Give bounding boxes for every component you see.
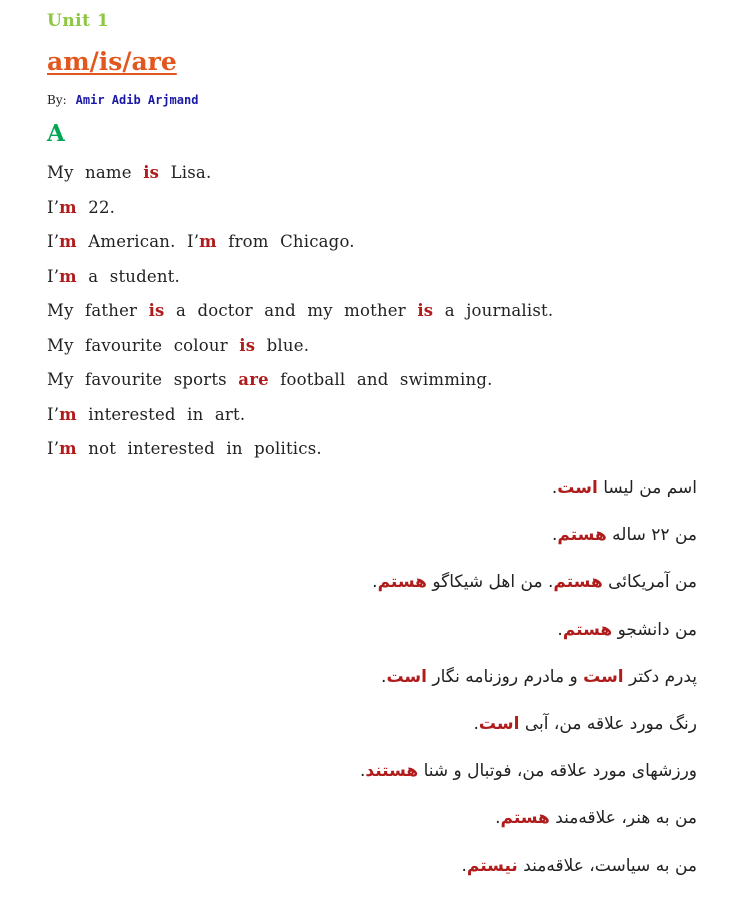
- highlighted-verb: m: [59, 404, 77, 424]
- unit-label: Unit 1: [47, 11, 110, 31]
- sentence-text: interested in art.: [76, 404, 246, 424]
- sentence-text: football and swimming.: [268, 370, 493, 389]
- highlighted-verb: است: [557, 478, 598, 498]
- english-sentence: [47, 401, 553, 436]
- sentence-text: from Chicago.: [216, 232, 355, 251]
- highlighted-verb: is: [143, 163, 160, 182]
- author-name: Amir Adib Arjmand: [75, 93, 199, 107]
- sentence-text: من به هنر، علاقه‌مند: [549, 808, 697, 829]
- by-label: By:: [47, 93, 67, 107]
- highlighted-verb: m: [59, 266, 77, 286]
- sentence-text: .: [495, 808, 501, 829]
- highlighted-verb: is: [148, 301, 165, 320]
- sentence-text: .: [557, 619, 563, 640]
- sentence-text: .: [551, 478, 558, 498]
- sentence-text: blue.: [255, 335, 310, 355]
- english-sentence: [47, 366, 553, 401]
- lesson-title: am/is/are: [47, 47, 177, 76]
- sentence-text: a student.: [76, 266, 180, 286]
- sentence-text: رنگ مورد علاقه من، آبی: [519, 713, 697, 734]
- highlighted-verb: هستم: [553, 572, 603, 593]
- sentence-text: My favourite colour: [47, 335, 240, 355]
- sentence-text: ورزشهای مورد علاقه من، فوتبال و شنا: [418, 761, 697, 782]
- sentence-text: .: [551, 525, 558, 546]
- sentence-text: I’: [47, 439, 60, 458]
- section-letter: A: [47, 120, 65, 147]
- persian-sentence: [360, 708, 697, 755]
- highlighted-verb: is: [417, 301, 434, 320]
- sentence-text: a doctor and my mother: [164, 301, 418, 320]
- sentence-text: پدرم دکتر: [623, 666, 697, 687]
- highlighted-verb: است: [583, 666, 624, 687]
- english-sentence: [47, 332, 553, 367]
- sentence-text: 22.: [76, 197, 116, 217]
- sentence-text: My father: [47, 301, 149, 320]
- english-sentence: [47, 228, 553, 263]
- sentence-text: My name: [47, 163, 144, 182]
- persian-sentence: [360, 661, 697, 708]
- persian-sentence: [360, 755, 697, 802]
- sentence-text: .: [461, 855, 467, 876]
- persian-sentence: [360, 850, 697, 897]
- highlighted-verb: هستند: [365, 761, 419, 782]
- sentence-text: Lisa.: [159, 163, 212, 182]
- sentence-text: . من اهل شیکاگو: [426, 572, 554, 593]
- persian-sentence: [360, 519, 697, 566]
- persian-sentence: [360, 614, 697, 661]
- highlighted-verb: m: [59, 197, 77, 217]
- persian-sentence: [360, 802, 697, 849]
- sentence-text: .: [473, 713, 479, 734]
- highlighted-verb: m: [199, 232, 217, 251]
- highlighted-verb: m: [59, 439, 77, 458]
- sentence-text: not interested in politics.: [76, 439, 322, 458]
- sentence-text: .: [372, 572, 378, 593]
- sentence-text: a journalist.: [433, 301, 554, 320]
- byline: [47, 93, 198, 107]
- sentence-text: من ۲۲ ساله: [606, 525, 697, 546]
- highlighted-verb: m: [59, 232, 77, 251]
- sentence-text: I’: [47, 232, 60, 251]
- persian-sentence: [360, 472, 697, 519]
- english-sentence: [47, 435, 553, 470]
- highlighted-verb: نیستم: [466, 855, 518, 876]
- sentence-text: American. I’: [76, 232, 200, 251]
- sentence-text: اسم من لیسا: [597, 478, 697, 498]
- english-sentence: [47, 194, 553, 229]
- persian-sentence-list: [360, 472, 697, 897]
- persian-sentence: [360, 566, 697, 613]
- sentence-text: من آمریکائی: [602, 572, 697, 593]
- sentence-text: من دانشجو: [612, 619, 697, 640]
- highlighted-verb: است: [478, 713, 520, 734]
- highlighted-verb: are: [238, 370, 269, 389]
- sentence-text: و مادرم روزنامه نگار: [426, 666, 584, 687]
- sentence-text: I’: [47, 404, 60, 424]
- highlighted-verb: هستم: [562, 619, 613, 640]
- highlighted-verb: است: [386, 666, 427, 687]
- english-sentence: [47, 159, 553, 194]
- sentence-text: I’: [47, 266, 60, 286]
- highlighted-verb: is: [239, 335, 256, 355]
- sentence-text: My favourite sports: [47, 370, 239, 389]
- highlighted-verb: هستم: [377, 572, 427, 593]
- english-sentence: [47, 297, 553, 332]
- highlighted-verb: هستم: [557, 525, 607, 546]
- sentence-text: .: [381, 666, 387, 687]
- sentence-text: من به سیاست، علاقه‌مند: [517, 855, 697, 876]
- english-sentence-list: [47, 159, 553, 470]
- english-sentence: [47, 263, 553, 298]
- highlighted-verb: هستم: [500, 808, 550, 829]
- sentence-text: I’: [47, 197, 60, 217]
- sentence-text: .: [359, 761, 366, 782]
